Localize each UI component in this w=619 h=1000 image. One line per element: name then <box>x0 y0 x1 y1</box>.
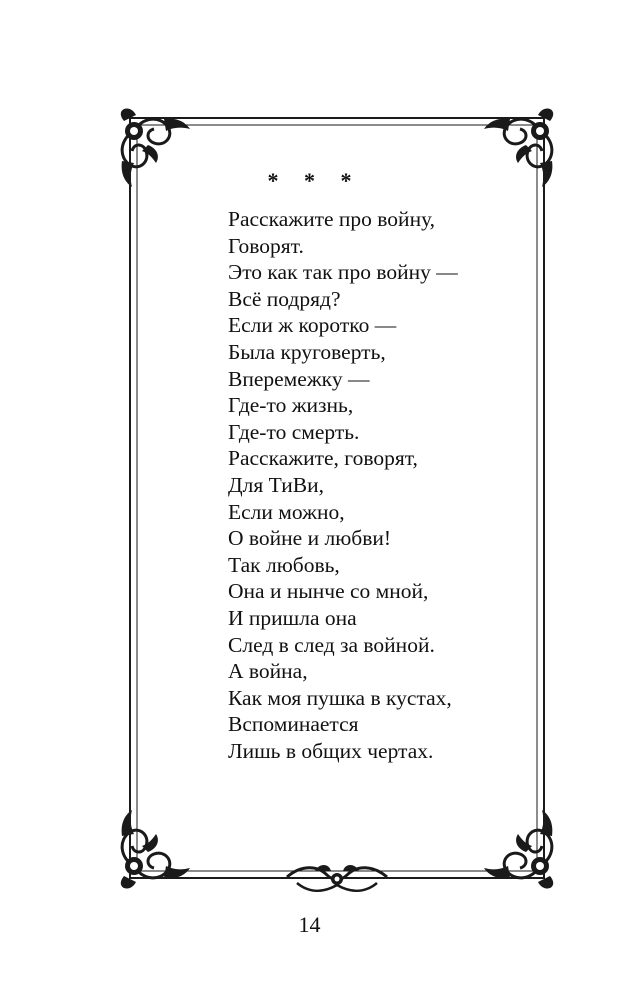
poem-line: Где-то жизнь, <box>228 393 354 418</box>
poem-line: И пришла она <box>228 605 357 630</box>
poem-line: Если можно, <box>228 499 345 524</box>
poem-line: Была круговерть, <box>228 339 386 364</box>
poem-text <box>228 206 458 764</box>
page-number: 14 <box>298 912 321 937</box>
poem-line: Если ж коротко — <box>228 313 397 338</box>
poem-line: Так любовь, <box>228 552 340 577</box>
poem-line: Говорят. <box>228 233 304 258</box>
poem-line: Для ТиВи, <box>228 472 324 497</box>
poem-line: Вперемежку — <box>228 366 370 391</box>
poem-line: Она и нынче со мной, <box>228 579 429 604</box>
poem-line: Лишь в общих чертах. <box>228 738 434 763</box>
poem-line: А война, <box>228 659 308 684</box>
poem-line: Это как так про войну — <box>228 260 458 285</box>
section-separator: * * * <box>267 168 362 193</box>
poem-line: След в след за войной. <box>228 632 435 657</box>
poem-line: Расскажите, говорят, <box>228 446 418 471</box>
poem-line: Как моя пушка в кустах, <box>228 685 452 710</box>
poem-line: Всё подряд? <box>228 286 341 311</box>
poem-line: Вспоминается <box>228 712 359 737</box>
poem-line: Расскажите про войну, <box>228 207 436 231</box>
poem-line: О войне и любви! <box>228 526 392 551</box>
poem-line: Где-то смерть. <box>228 419 360 444</box>
